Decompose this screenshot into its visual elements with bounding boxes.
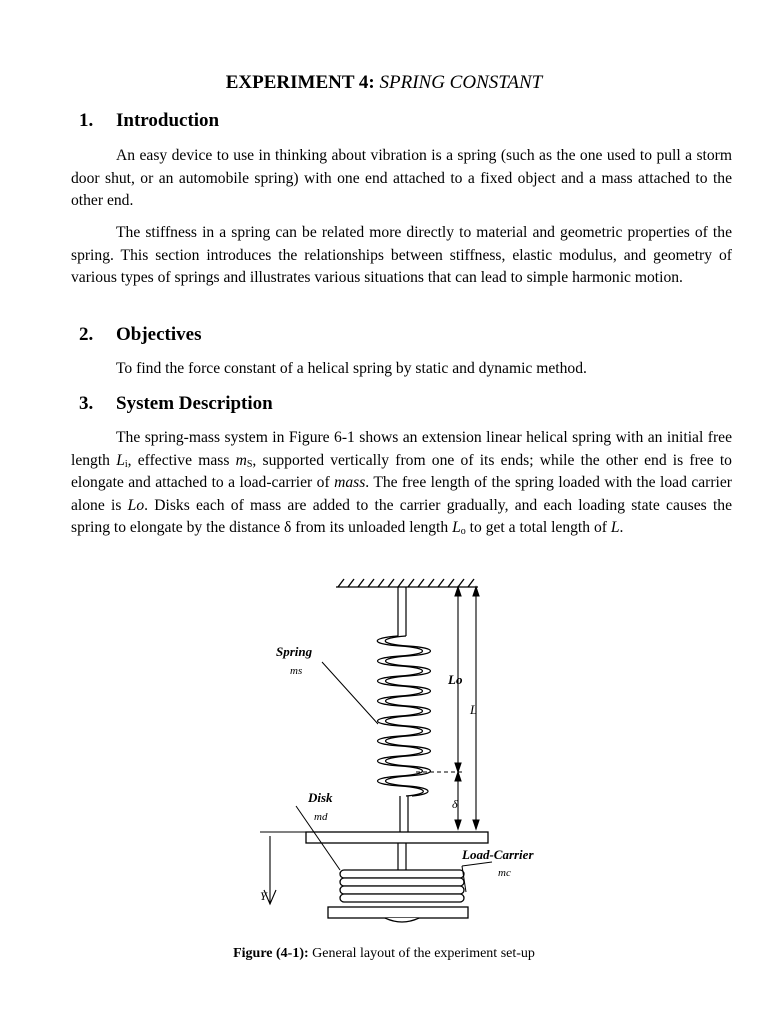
text-run: . Disks each of mass are added to the carrier gradually, and each loading state causes the spring to elongate by the distance δ from its unloaded length [71, 496, 733, 536]
title-experiment: EXPERIMENT 4: [225, 72, 375, 93]
symbol-Lo-plain: Lo [127, 496, 145, 514]
intro-paragraph-1: An easy device to use in thinking about vibration is a spring (such as the one used to pull a storm door shut, or an automobile spring) with one end attached to a fixed object and a mass attached to the other end. [71, 147, 732, 209]
page-title [0, 72, 768, 94]
section-number: 1. [79, 110, 94, 131]
dimension-lines [260, 587, 479, 904]
label-spring-mass: ms [290, 665, 303, 677]
symbol-Lo: L [452, 519, 461, 536]
subscript-s: S [246, 458, 253, 470]
label-carrier-mass: mc [498, 867, 511, 879]
label-spring: Spring [276, 644, 313, 659]
label-delta: δ [452, 797, 458, 811]
text-run: The spring-mass system in Figure 6-1 shows an extension linear helical spring with an initial free length [71, 429, 732, 469]
disk-plate [306, 832, 488, 843]
section-title: Introduction [116, 110, 220, 131]
label-l: L [470, 702, 478, 717]
heading-introduction [79, 110, 219, 132]
text-run: . [619, 519, 624, 536]
system-paragraph [71, 427, 732, 540]
symbol-Li: L [116, 451, 125, 469]
text-run: , supported vertically from one of its ends; while the other end is free to elongate and attached to a load-carrier of [71, 451, 732, 491]
caption-label: Figure (4-1): [233, 946, 309, 961]
label-disk: Disk [308, 790, 333, 805]
label-load-carrier: Load-Carrier [462, 847, 534, 862]
subscript-o: o [460, 526, 466, 537]
figure-caption [0, 946, 768, 962]
spring [377, 587, 430, 832]
section-title: Objectives [116, 324, 202, 345]
objectives-paragraph: To find the force constant of a helical spring by static and dynamic method. [116, 360, 587, 377]
subscript-i: i [124, 458, 128, 470]
label-lo: Lo [448, 672, 463, 687]
title-topic: SPRING CONSTANT [379, 72, 543, 93]
load-carrier [328, 870, 468, 922]
text-run: , effective mass [127, 451, 236, 469]
symbol-L: L [610, 519, 620, 536]
section-title: System Description [116, 393, 273, 414]
heading-system-description [79, 393, 273, 415]
word-mass: mass [334, 474, 366, 491]
caption-text: General layout of the experiment set-up [308, 946, 535, 961]
intro-paragraph-2: The stiffness in a spring can be related more directly to material and geometric properties of the spring. This section introduces the relationships between stiffness, elastic modulus, and geometry of various types of springs and illustrates various situations that can lead to simple harmonic motion. [71, 224, 732, 286]
section-number: 2. [79, 324, 94, 345]
spring-mass-figure [240, 574, 540, 934]
heading-objectives [79, 324, 201, 346]
label-y-axis: Y [260, 889, 267, 903]
fixed-support [336, 579, 478, 587]
text-run: to get a total length of [465, 519, 611, 536]
symbol-ms: m [235, 451, 247, 469]
label-disk-mass: md [314, 811, 328, 823]
text-run: . The free length of the spring loaded with the load carrier alone is [71, 474, 732, 514]
section-number: 3. [79, 393, 94, 414]
